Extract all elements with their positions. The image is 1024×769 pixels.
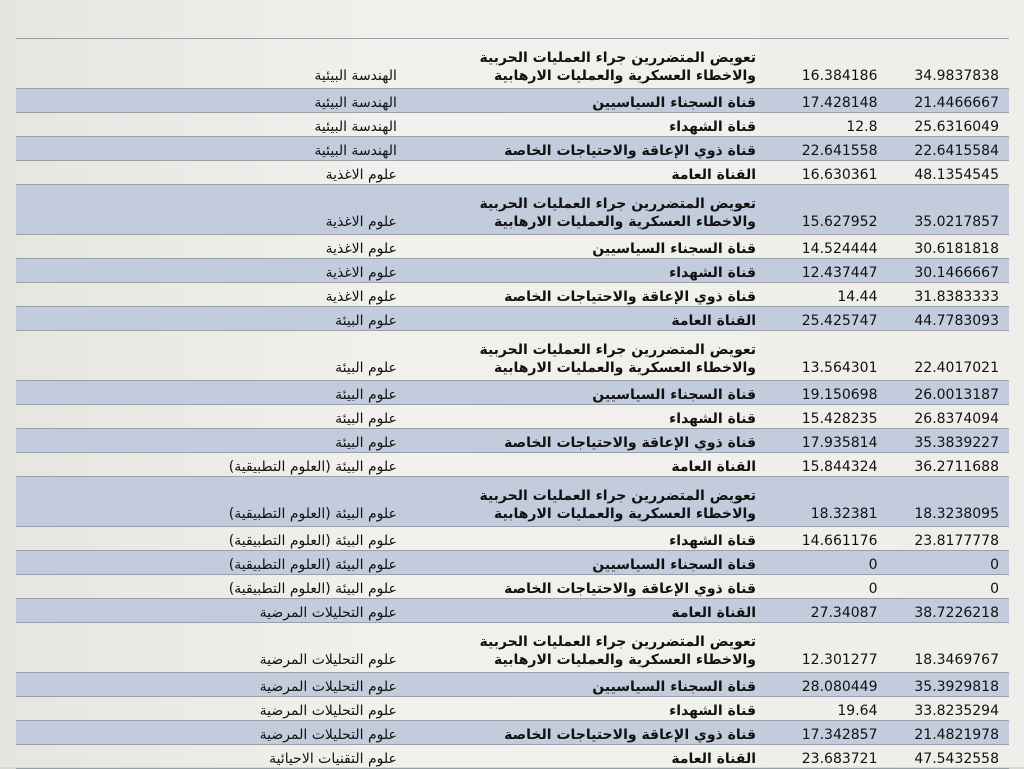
table-row: [16, 39, 1009, 89]
min-score-cell: 19.64: [766, 697, 887, 721]
college-name-cell: علوم التحليلات المرضية: [16, 697, 407, 721]
admission-channel-cell: قناة السجناء السياسيين: [407, 673, 766, 697]
max-score-cell: 18.3238095: [887, 477, 1009, 527]
table-row: [16, 307, 1009, 331]
max-score-cell: 44.7783093: [887, 307, 1009, 331]
table-row: [16, 453, 1009, 477]
max-score-cell: 21.4466667: [887, 89, 1009, 113]
min-score-cell: 17.935814: [766, 429, 887, 453]
table-row: [16, 721, 1009, 745]
max-score-cell: 22.4017021: [887, 331, 1009, 381]
college-name-cell: علوم البيئة (العلوم التطبيقية): [16, 477, 407, 527]
college-name-cell: علوم البيئة (العلوم التطبيقية): [16, 551, 407, 575]
min-score-cell: 15.428235: [766, 405, 887, 429]
max-score-cell: 35.3929818: [887, 673, 1009, 697]
max-score-cell: 35.3839227: [887, 429, 1009, 453]
max-score-cell: 35.0217857: [887, 185, 1009, 235]
college-name-cell: علوم البيئة: [16, 307, 407, 331]
table-row: [16, 551, 1009, 575]
college-name-cell: الهندسة البيئية: [16, 113, 407, 137]
min-score-cell: 19.150698: [766, 381, 887, 405]
college-name-cell: علوم الاغذية: [16, 161, 407, 185]
table-row: [16, 331, 1009, 381]
admission-channel-cell: تعويض المتضررين جراء العمليات الحربية والاخطاء العسكرية والعمليات الارهابية: [407, 39, 766, 89]
college-name-cell: علوم البيئة (العلوم التطبيقية): [16, 527, 407, 551]
max-score-cell: 30.1466667: [887, 259, 1009, 283]
admission-channel-cell: القناة العامة: [407, 453, 766, 477]
admission-channel-cell: قناة ذوي الإعاقة والاحتياجات الخاصة: [407, 137, 766, 161]
college-name-cell: علوم البيئة: [16, 405, 407, 429]
table-row: [16, 405, 1009, 429]
college-name-cell: علوم البيئة (العلوم التطبيقية): [16, 453, 407, 477]
college-name-cell: علوم التحليلات المرضية: [16, 623, 407, 673]
table-row: [16, 599, 1009, 623]
college-name-cell: علوم التحليلات المرضية: [16, 721, 407, 745]
admission-channel-cell: قناة السجناء السياسيين: [407, 89, 766, 113]
admission-channel-cell: قناة الشهداء: [407, 259, 766, 283]
min-score-cell: 17.342857: [766, 721, 887, 745]
table-row: [16, 673, 1009, 697]
table-row: [16, 137, 1009, 161]
max-score-cell: 25.6316049: [887, 113, 1009, 137]
admission-channel-cell: قناة ذوي الإعاقة والاحتياجات الخاصة: [407, 429, 766, 453]
admission-channel-cell: القناة العامة: [407, 599, 766, 623]
admission-channel-cell: قناة الشهداء: [407, 405, 766, 429]
min-score-cell: 0: [766, 551, 887, 575]
min-score-cell: 12.437447: [766, 259, 887, 283]
min-score-cell: 28.080449: [766, 673, 887, 697]
admission-channel-cell: قناة الشهداء: [407, 527, 766, 551]
table-row: [16, 283, 1009, 307]
table-row: [16, 697, 1009, 721]
table-row: [16, 429, 1009, 453]
admission-channel-cell: قناة الشهداء: [407, 113, 766, 137]
college-name-cell: الهندسة البيئية: [16, 89, 407, 113]
table-row: [16, 259, 1009, 283]
max-score-cell: 38.7226218: [887, 599, 1009, 623]
max-score-cell: 22.6415584: [887, 137, 1009, 161]
table-row: [16, 161, 1009, 185]
admission-channel-cell: قناة الشهداء: [407, 697, 766, 721]
admission-channel-cell: قناة ذوي الإعاقة والاحتياجات الخاصة: [407, 575, 766, 599]
admission-channel-cell: تعويض المتضررين جراء العمليات الحربية والاخطاء العسكرية والعمليات الارهابية: [407, 623, 766, 673]
max-score-cell: 47.5432558: [887, 745, 1009, 769]
max-score-cell: 21.4821978: [887, 721, 1009, 745]
admission-channel-cell: القناة العامة: [407, 745, 766, 769]
table-row: [16, 527, 1009, 551]
table-body: [16, 39, 1009, 769]
table-row: [16, 575, 1009, 599]
college-name-cell: علوم الاغذية: [16, 185, 407, 235]
max-score-cell: 26.8374094: [887, 405, 1009, 429]
min-score-cell: 12.301277: [766, 623, 887, 673]
max-score-cell: 30.6181818: [887, 235, 1009, 259]
admission-channel-cell: قناة ذوي الإعاقة والاحتياجات الخاصة: [407, 721, 766, 745]
table-row: [16, 113, 1009, 137]
min-score-cell: 13.564301: [766, 331, 887, 381]
table-row: [16, 623, 1009, 673]
min-score-cell: 15.844324: [766, 453, 887, 477]
college-name-cell: علوم التحليلات المرضية: [16, 599, 407, 623]
min-score-cell: 22.641558: [766, 137, 887, 161]
college-name-cell: علوم البيئة (العلوم التطبيقية): [16, 575, 407, 599]
admission-channel-cell: قناة السجناء السياسيين: [407, 381, 766, 405]
min-score-cell: 14.44: [766, 283, 887, 307]
min-score-cell: 0: [766, 575, 887, 599]
table-row: [16, 185, 1009, 235]
admission-channel-cell: تعويض المتضررين جراء العمليات الحربية والاخطاء العسكرية والعمليات الارهابية: [407, 477, 766, 527]
max-score-cell: 36.2711688: [887, 453, 1009, 477]
admission-channel-cell: القناة العامة: [407, 307, 766, 331]
admission-channel-cell: تعويض المتضررين جراء العمليات الحربية والاخطاء العسكرية والعمليات الارهابية: [407, 331, 766, 381]
min-score-cell: 16.384186: [766, 39, 887, 89]
min-score-cell: 14.524444: [766, 235, 887, 259]
min-score-cell: 18.32381: [766, 477, 887, 527]
admission-channel-cell: قناة السجناء السياسيين: [407, 235, 766, 259]
admission-rates-table: [16, 38, 1009, 769]
college-name-cell: الهندسة البيئية: [16, 137, 407, 161]
max-score-cell: 23.8177778: [887, 527, 1009, 551]
admission-channel-cell: تعويض المتضررين جراء العمليات الحربية والاخطاء العسكرية والعمليات الارهابية: [407, 185, 766, 235]
table-row: [16, 477, 1009, 527]
college-name-cell: الهندسة البيئية: [16, 39, 407, 89]
min-score-cell: 15.627952: [766, 185, 887, 235]
max-score-cell: 18.3469767: [887, 623, 1009, 673]
admission-channel-cell: قناة ذوي الإعاقة والاحتياجات الخاصة: [407, 283, 766, 307]
table-row: [16, 381, 1009, 405]
college-name-cell: علوم التقنيات الاحيائية: [16, 745, 407, 769]
min-score-cell: 16.630361: [766, 161, 887, 185]
college-name-cell: علوم البيئة: [16, 381, 407, 405]
min-score-cell: 23.683721: [766, 745, 887, 769]
college-name-cell: علوم التحليلات المرضية: [16, 673, 407, 697]
max-score-cell: 33.8235294: [887, 697, 1009, 721]
college-name-cell: علوم الاغذية: [16, 259, 407, 283]
max-score-cell: 0: [887, 551, 1009, 575]
min-score-cell: 12.8: [766, 113, 887, 137]
admission-channel-cell: قناة السجناء السياسيين: [407, 551, 766, 575]
table-row: [16, 89, 1009, 113]
college-name-cell: علوم الاغذية: [16, 283, 407, 307]
college-name-cell: علوم الاغذية: [16, 235, 407, 259]
max-score-cell: 34.9837838: [887, 39, 1009, 89]
min-score-cell: 25.425747: [766, 307, 887, 331]
admission-channel-cell: القناة العامة: [407, 161, 766, 185]
table-row: [16, 235, 1009, 259]
max-score-cell: 48.1354545: [887, 161, 1009, 185]
max-score-cell: 31.8383333: [887, 283, 1009, 307]
min-score-cell: 14.661176: [766, 527, 887, 551]
max-score-cell: 26.0013187: [887, 381, 1009, 405]
table-row: [16, 745, 1009, 769]
max-score-cell: 0: [887, 575, 1009, 599]
college-name-cell: علوم البيئة: [16, 331, 407, 381]
min-score-cell: 17.428148: [766, 89, 887, 113]
college-name-cell: علوم البيئة: [16, 429, 407, 453]
min-score-cell: 27.34087: [766, 599, 887, 623]
